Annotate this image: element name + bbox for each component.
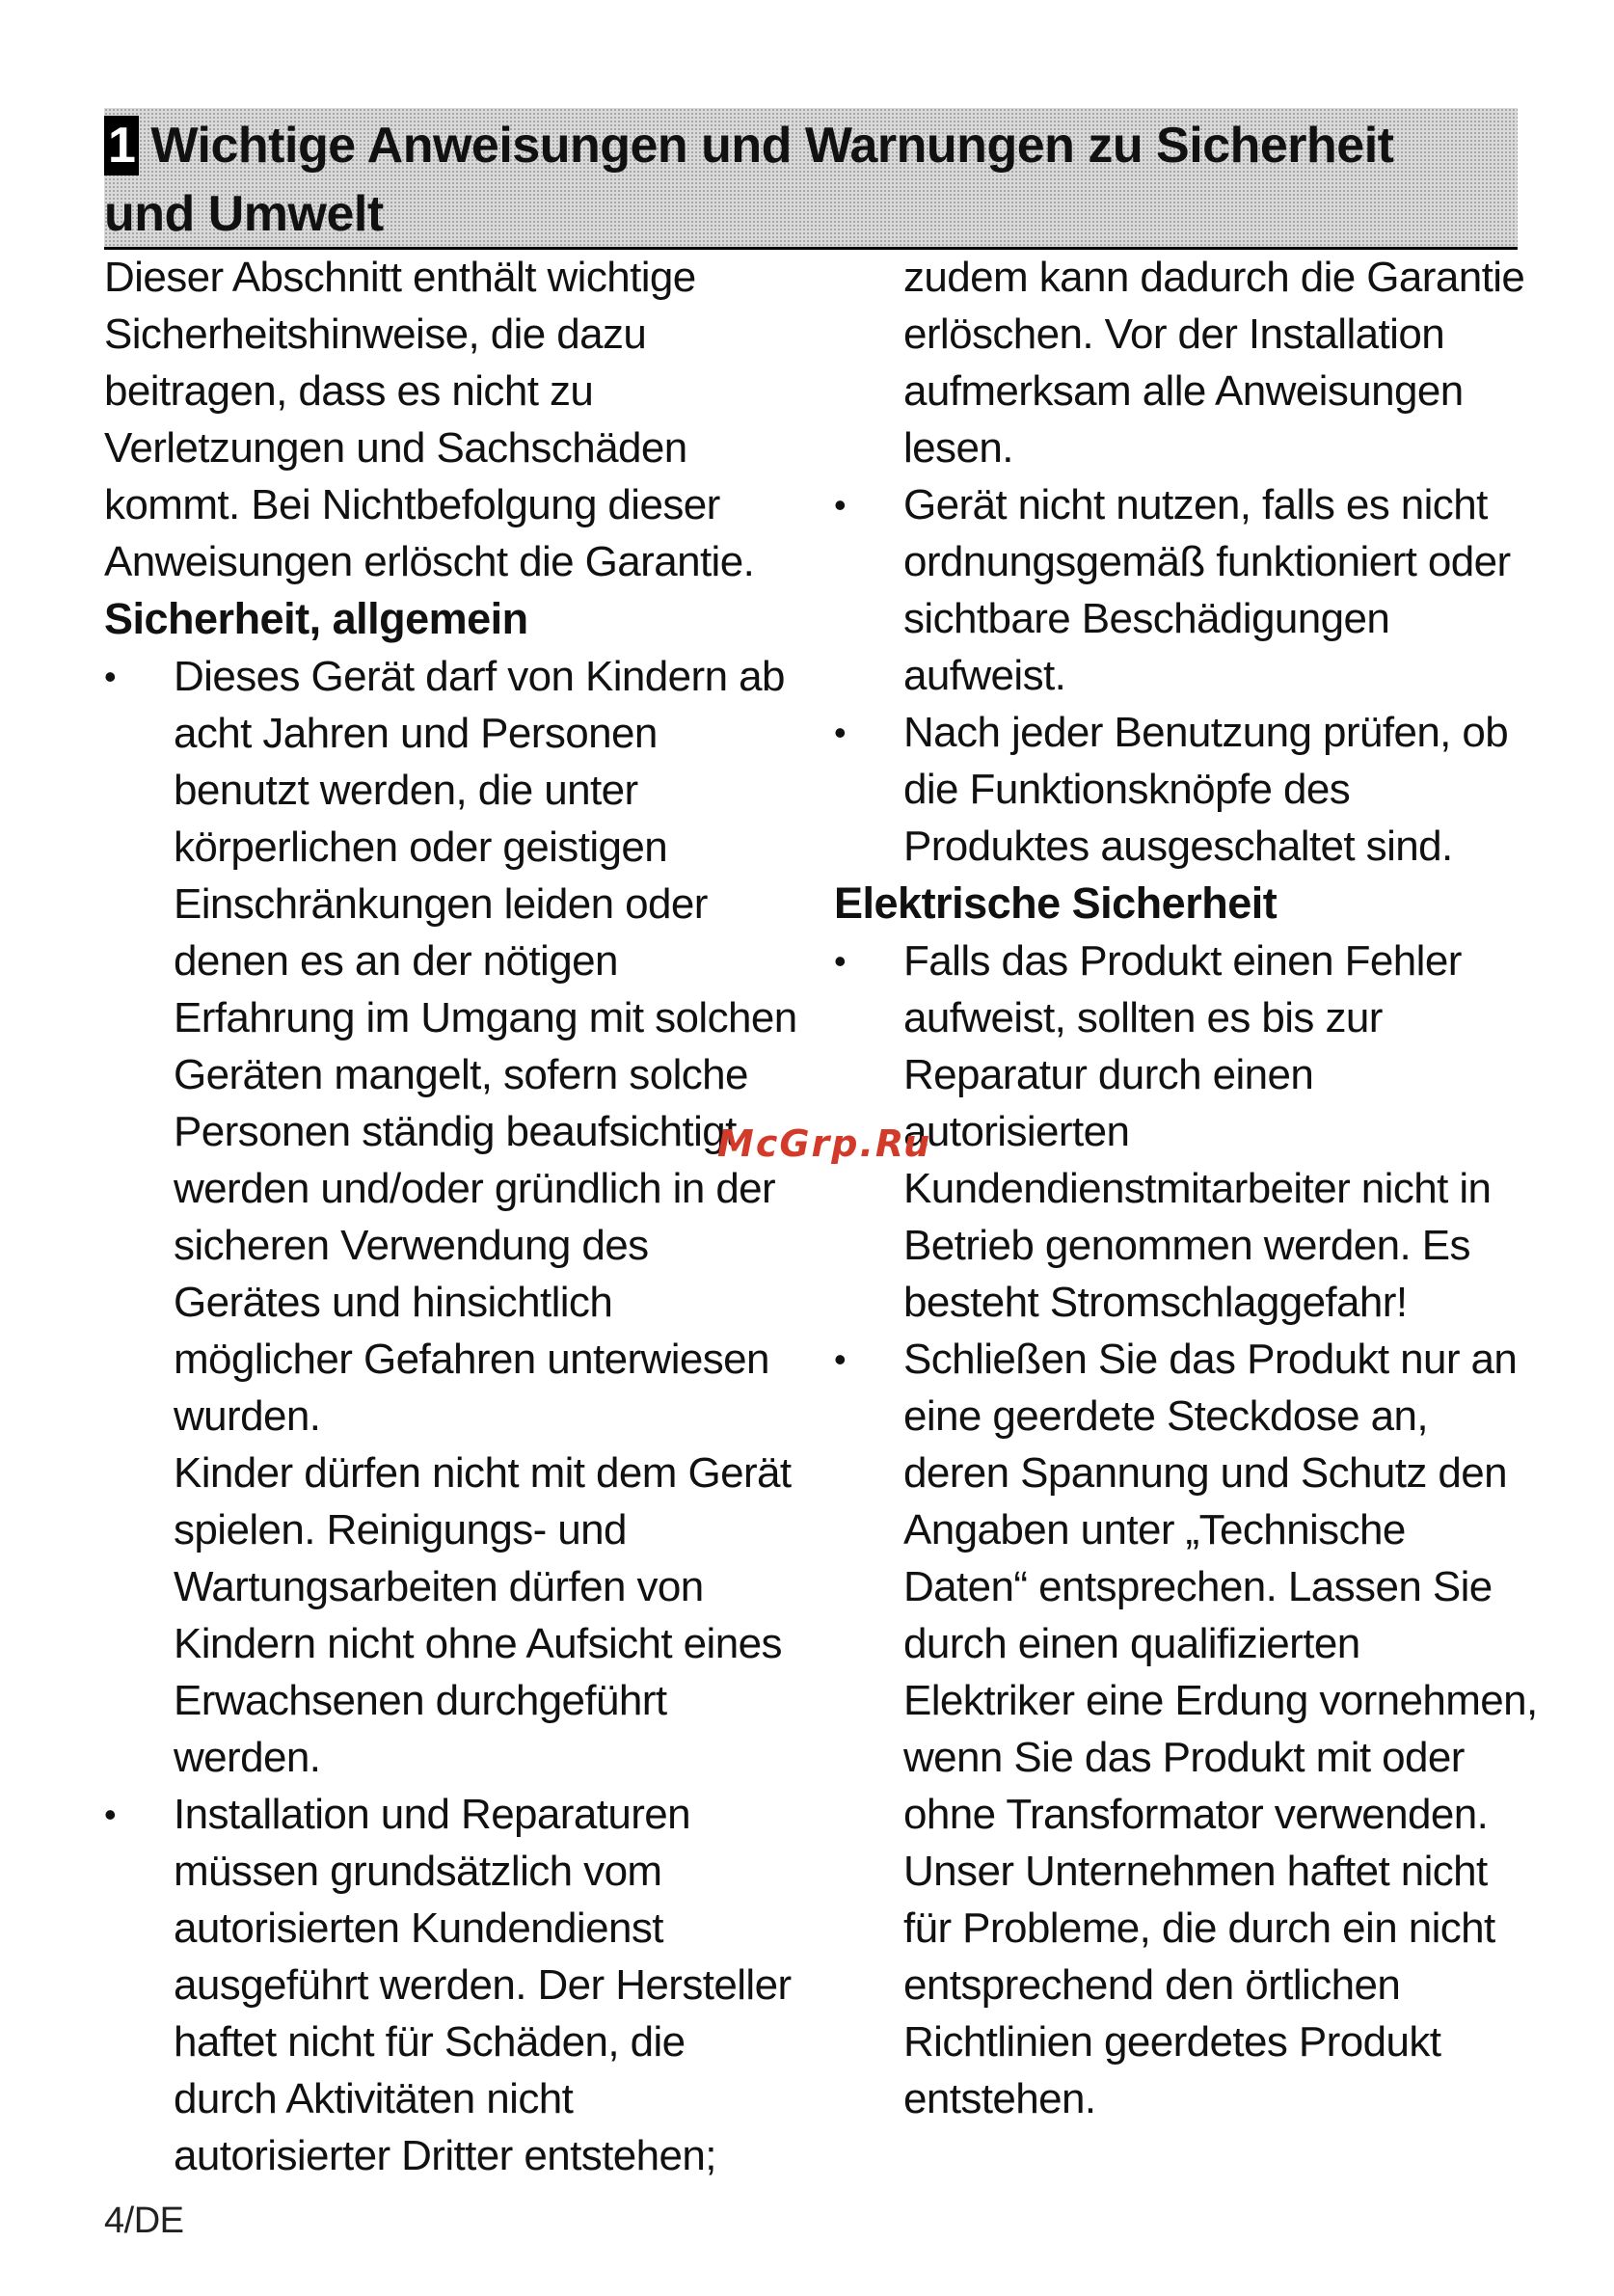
text-line: Erwachsenen durchgeführt	[174, 1677, 667, 1724]
text-line: Dieser Abschnitt enthält wichtige	[104, 254, 696, 301]
text-line: autorisierten Kundendienst	[174, 1904, 663, 1952]
list-item	[104, 648, 798, 1445]
section-title-general-safety: Sicherheit, allgemein	[104, 594, 528, 643]
text-line: sicheren Verwendung des	[174, 1222, 649, 1269]
text-line: erlöschen. Vor der Installation	[903, 311, 1445, 358]
text-line: ausgeführt werden. Der Hersteller	[174, 1961, 792, 2009]
text-line: Nach jeder Benutzung prüfen, ob	[903, 709, 1509, 756]
electrical-safety-list	[834, 932, 1543, 2127]
bullet-icon: •	[104, 657, 117, 696]
text-line: durch einen qualifizierten	[903, 1620, 1360, 1667]
text-line: zudem kann dadurch die Garantie	[903, 254, 1525, 301]
list-item-text	[174, 1786, 798, 2184]
text-line: sichtbare Beschädigungen	[903, 595, 1390, 642]
list-item-text	[174, 648, 798, 1445]
text-line: aufweist, sollten es bis zur	[903, 994, 1383, 1041]
text-line: Kinder dürfen nicht mit dem Gerät	[174, 1449, 792, 1497]
list-item	[834, 1331, 1543, 2127]
chapter-title	[104, 112, 1493, 249]
text-line: Einschränkungen leiden oder	[174, 880, 708, 928]
text-line: Daten“ entsprechen. Lassen Sie	[903, 1563, 1493, 1610]
text-line: Reparatur durch einen	[903, 1051, 1314, 1098]
text-line: Installation und Reparaturen	[174, 1791, 691, 1838]
text-line: möglicher Gefahren unterwiesen	[174, 1336, 769, 1383]
text-line: durch Aktivitäten nicht	[174, 2075, 574, 2122]
page-number: 4/DE	[104, 2201, 184, 2241]
general-safety-list-cont	[104, 1786, 798, 2184]
text-line: Schließen Sie das Produkt nur an	[903, 1336, 1518, 1383]
text-line: Verletzungen und Sachschäden	[104, 424, 687, 472]
list-item-text	[903, 704, 1543, 875]
text-line: haftet nicht für Schäden, die	[174, 2018, 686, 2066]
list-item-text	[903, 476, 1543, 704]
chapter-title-text: Wichtige Anweisungen und Warnungen zu Sicherheit und Umwelt	[104, 118, 1394, 242]
text-line: Personen ständig beaufsichtigt	[174, 1108, 737, 1155]
text-line: Angaben unter „Technische	[903, 1506, 1406, 1553]
text-line: benutzt werden, die unter	[174, 767, 638, 814]
chapter-header	[104, 108, 1518, 250]
text-line: Geräten mangelt, sofern solche	[174, 1051, 748, 1098]
text-line: autorisierten	[903, 1108, 1130, 1155]
text-line: acht Jahren und Personen	[174, 710, 658, 757]
list-item-text	[903, 932, 1543, 1331]
text-line: werden.	[174, 1734, 321, 1781]
list-item	[834, 932, 1543, 1331]
text-line: wenn Sie das Produkt mit oder	[903, 1734, 1465, 1781]
section-title-electrical-safety: Elektrische Sicherheit	[834, 878, 1278, 928]
text-line: Gerät nicht nutzen, falls es nicht	[903, 481, 1488, 528]
text-line: Falls das Produkt einen Fehler	[903, 937, 1462, 985]
bullet-icon: •	[834, 1339, 847, 1379]
text-line: Produktes ausgeschaltet sind.	[903, 823, 1453, 870]
general-safety-list-right	[834, 476, 1543, 875]
text-line: ohne Transformator verwenden.	[903, 1791, 1489, 1838]
text-line: eine geerdete Steckdose an,	[903, 1392, 1428, 1440]
list-item-continuation	[104, 1445, 798, 1786]
text-line: ordnungsgemäß funktioniert oder	[903, 538, 1511, 585]
left-column	[104, 249, 798, 2184]
text-line: aufweist.	[903, 652, 1066, 699]
text-line: werden und/oder gründlich in der	[174, 1165, 776, 1212]
text-line: lesen.	[903, 424, 1013, 472]
general-safety-list	[104, 648, 798, 1445]
text-line: beitragen, dass es nicht zu	[104, 367, 594, 415]
text-line: Wartungsarbeiten dürfen von	[174, 1563, 704, 1610]
text-line: Kundendienstmitarbeiter nicht in	[903, 1165, 1492, 1212]
text-line: Erfahrung im Umgang mit solchen	[174, 994, 797, 1041]
bullet-icon: •	[834, 713, 847, 752]
text-line: für Probleme, die durch ein nicht	[903, 1904, 1495, 1952]
list-item-text	[903, 1331, 1543, 2127]
text-line: wurden.	[174, 1392, 321, 1440]
text-line: Gerätes und hinsichtlich	[174, 1279, 613, 1326]
bullet-icon: •	[104, 1795, 117, 1834]
text-line: besteht Stromschlaggefahr!	[903, 1279, 1408, 1326]
list-item-continuation	[834, 249, 1543, 476]
text-line: müssen grundsätzlich vom	[174, 1848, 662, 1895]
text-line: körperlichen oder geistigen	[174, 824, 668, 871]
bullet-icon: •	[834, 485, 847, 525]
text-line: Dieses Gerät darf von Kindern ab	[174, 653, 785, 700]
text-line: Sicherheitshinweise, die dazu	[104, 311, 647, 358]
bullet-icon: •	[834, 941, 847, 981]
text-line: entsprechend den örtlichen	[903, 1961, 1401, 2009]
text-line: autorisierter Dritter entstehen;	[174, 2132, 716, 2179]
text-line: Betrieb genommen werden. Es	[903, 1222, 1470, 1269]
intro-paragraph	[104, 249, 798, 590]
list-item	[834, 476, 1543, 704]
text-line: spielen. Reinigungs- und	[174, 1506, 627, 1553]
text-line: denen es an der nötigen	[174, 937, 618, 985]
chapter-number-badge: 1	[104, 116, 139, 176]
text-line: Elektriker eine Erdung vornehmen,	[903, 1677, 1538, 1724]
list-item	[834, 704, 1543, 875]
text-line: Richtlinien geerdetes Produkt	[903, 2018, 1441, 2066]
text-line: deren Spannung und Schutz den	[903, 1449, 1508, 1497]
text-line: entstehen.	[903, 2075, 1096, 2122]
text-line: Unser Unternehmen haftet nicht	[903, 1848, 1488, 1895]
list-item	[104, 1786, 798, 2184]
text-line: kommt. Bei Nichtbefolgung dieser	[104, 481, 720, 528]
text-line: aufmerksam alle Anweisungen	[903, 367, 1464, 415]
right-column	[834, 249, 1543, 2127]
text-line: Anweisungen erlöscht die Garantie.	[104, 538, 755, 585]
watermark: McGrp.Ru	[717, 1122, 932, 1165]
text-line: die Funktionsknöpfe des	[903, 766, 1351, 813]
text-line: Kindern nicht ohne Aufsicht eines	[174, 1620, 782, 1667]
